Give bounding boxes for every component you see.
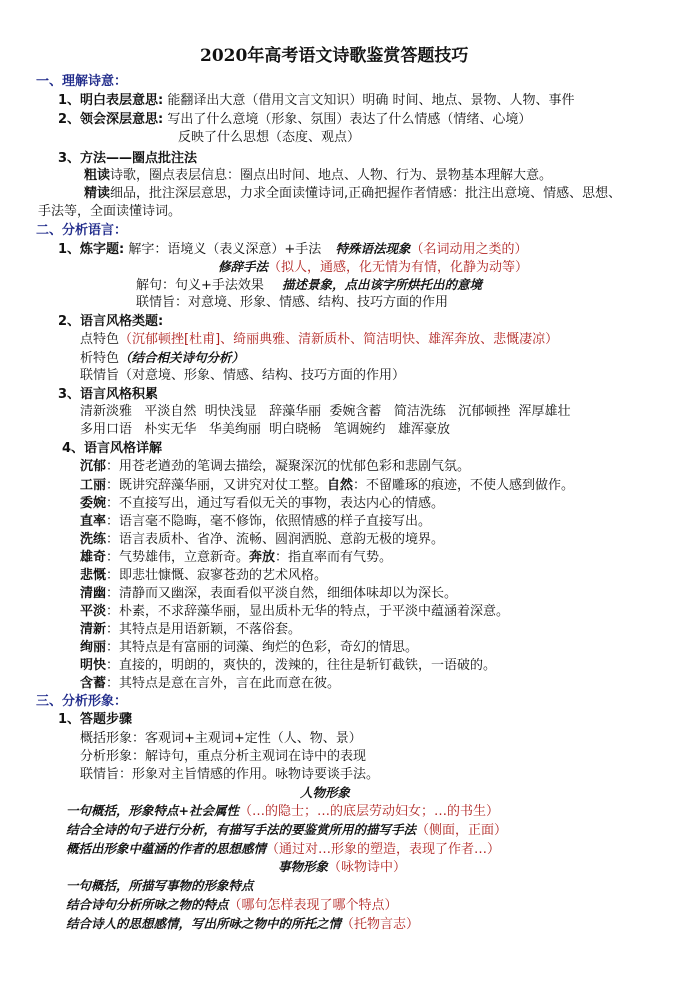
s2-point-1 bbox=[58, 240, 527, 259]
style-desc: ：其特点是意在言外，言在此而意在彼。 bbox=[106, 676, 341, 691]
style-desc: ：即悲壮慷慨、寂寥苍劲的艺术风格。 bbox=[106, 568, 328, 583]
s3-step-c: 联情旨：形象对主旨情感的作用。咏物诗要谈手法。 bbox=[80, 767, 380, 782]
style-term: 洗练 bbox=[80, 532, 107, 547]
s2-point-2-c: 联情旨（对意境、形象、情感、结构、技巧方面的作用） bbox=[80, 368, 406, 383]
style-desc: ：不直接写出，通过写看似无关的事物，表达内心的情感。 bbox=[106, 496, 445, 511]
style-word: 多用口语 bbox=[80, 422, 133, 437]
style-word: 清新淡雅 bbox=[80, 404, 133, 419]
thing-image-heading-hand: 事物形象 bbox=[278, 859, 329, 874]
s2-point-2-b-hand: （结合相关诗句分析） bbox=[119, 350, 245, 365]
style-word: 朴实无华 bbox=[144, 422, 197, 437]
thing-row-3-red: （托物言志） bbox=[341, 917, 420, 932]
style-desc: ：不留雕琢的痕迹，不使人感到做作。 bbox=[353, 478, 575, 493]
s2-point-1-c-text: 解句：句义+手法效果 bbox=[136, 278, 264, 293]
style-detail-item bbox=[80, 513, 431, 531]
s2-point-1-a: 解字：语境义（表义深意）+手法 bbox=[128, 242, 322, 257]
page-title: 2020年高考语文诗歌鉴赏答题技巧 bbox=[200, 46, 469, 66]
s1-point-3-b-text: 细品，批注深层意思，力求全面读懂诗词,正确把握作者情感：批注出意境、情感、思想、 bbox=[110, 186, 622, 201]
style-term: 自然 bbox=[327, 478, 354, 493]
style-term: 工丽 bbox=[80, 478, 107, 493]
s1-point-3-a bbox=[84, 167, 552, 185]
s1-point-2-text-2: 反映了什么思想（态度、观点） bbox=[178, 130, 361, 145]
style-detail-item bbox=[80, 495, 444, 513]
style-detail-item bbox=[80, 675, 340, 693]
s2-point-4-label: 4、语言风格详解 bbox=[62, 441, 163, 456]
s2-point-1-c bbox=[136, 276, 482, 295]
style-term: 清新 bbox=[80, 622, 107, 637]
person-row-2-hand: 结合全诗的句子进行分析，有描写手法的要鉴赏所用的描写手法 bbox=[66, 822, 417, 837]
style-desc: ：气势雄伟，立意新奇。 bbox=[106, 550, 250, 565]
style-term: 沉郁 bbox=[80, 459, 107, 474]
s2-point-1-d: 联情旨：对意境、形象、情感、结构、技巧方面的作用 bbox=[136, 295, 449, 310]
section-3-heading: 三、分析形象： bbox=[36, 694, 128, 709]
style-word: 简洁洗练 bbox=[393, 404, 446, 419]
style-term: 含蓄 bbox=[80, 676, 107, 691]
s1-point-3-a-bold: 粗读 bbox=[84, 168, 111, 183]
style-detail-item bbox=[80, 477, 574, 495]
style-term: 平淡 bbox=[80, 604, 107, 619]
s1-point-3-c: 手法等，全面读懂诗词。 bbox=[38, 204, 182, 219]
style-desc: ：指直率而有气势。 bbox=[275, 550, 393, 565]
person-image-heading: 人物形象 bbox=[300, 785, 351, 800]
person-row-1-hand: 一句概括，形象特点+社会属性 bbox=[66, 803, 239, 818]
style-term: 悲慨 bbox=[80, 568, 107, 583]
s2-point-2-b-text: 析特色 bbox=[80, 351, 120, 366]
s1-point-2 bbox=[58, 111, 531, 129]
style-detail-item bbox=[80, 567, 327, 585]
person-row-1-red: （…的隐士；…的底层劳动妇女；…的书生） bbox=[238, 804, 499, 819]
style-term: 委婉 bbox=[80, 496, 107, 511]
thing-image-heading bbox=[278, 858, 406, 877]
style-desc: ：直接的，明朗的，爽快的，泼辣的，往往是斩钉截铁，一语破的。 bbox=[106, 658, 497, 673]
style-word: 笔调婉约 bbox=[333, 422, 386, 437]
s1-point-1-text: 能翻译出大意（借用文言文知识）明确 时间、地点、景物、人物、事件 bbox=[167, 93, 575, 108]
s2-point-1-b bbox=[218, 258, 528, 277]
s2-point-1-a-hand: 特殊语法现象 bbox=[335, 241, 411, 256]
thing-row-3-hand: 结合诗人的思想感情，写出所咏之物中的所托之情 bbox=[66, 916, 342, 931]
s3-step-a: 概括形象：客观词+主观词+定性（人、物、景） bbox=[80, 731, 362, 746]
s2-point-1-b-red: （拟人，通感，化无情为有情，化静为动等） bbox=[268, 260, 529, 275]
style-word: 沉郁顿挫 bbox=[458, 404, 511, 419]
section-2-heading: 二、分析语言： bbox=[36, 223, 128, 238]
style-detail-item bbox=[80, 549, 392, 567]
style-desc: ：清静而又幽深，表面看似平淡自然，细细体味却以为深长。 bbox=[106, 586, 458, 601]
s1-point-3-b-bold: 精读 bbox=[84, 186, 111, 201]
s1-point-3-a-text: 诗歌，圈点表层信息：圈点出时间、地点、人物、行为、景物基本理解大意。 bbox=[110, 168, 553, 183]
style-word: 浑厚雄壮 bbox=[518, 404, 571, 419]
thing-row-2-red: （哪句怎样表现了哪个特点） bbox=[228, 898, 398, 913]
style-detail-item bbox=[80, 657, 496, 675]
style-word: 华美绚丽 bbox=[208, 422, 261, 437]
style-detail-item bbox=[80, 621, 301, 639]
style-desc: ：语言毫不隐晦，毫不修饰，依照情感的样子直接写出。 bbox=[106, 514, 432, 529]
s3-point-1-label: 1、答题步骤 bbox=[58, 712, 133, 727]
s2-style-row-2 bbox=[80, 421, 450, 439]
s1-point-1-label: 1、明白表层意思: bbox=[58, 93, 164, 108]
thing-row-1-hand: 一句概括，所描写事物的形象特点 bbox=[66, 878, 254, 893]
style-detail-item bbox=[80, 603, 509, 621]
style-word: 辞藻华丽 bbox=[269, 404, 322, 419]
thing-row-3 bbox=[66, 915, 419, 934]
thing-row-2-hand: 结合诗句分析所咏之物的特点 bbox=[66, 897, 229, 912]
style-word: 雄浑豪放 bbox=[397, 422, 450, 437]
s2-point-2-a-red: （沉郁顿挫[杜甫]、绮丽典雅、清新质朴、简洁明快、雄浑奔放、悲慨凄凉） bbox=[119, 332, 559, 347]
style-term: 清幽 bbox=[80, 586, 107, 601]
s2-point-3-label: 3、语言风格积累 bbox=[58, 387, 159, 402]
style-term: 奔放 bbox=[249, 550, 276, 565]
person-row-2-red: （侧面，正面） bbox=[416, 823, 508, 838]
s1-point-2-text: 写出了什么意境（形象、氛围）表达了什么情感（情绪、心境） bbox=[167, 112, 532, 127]
person-row-2 bbox=[66, 821, 507, 840]
style-detail-item bbox=[80, 585, 457, 603]
style-detail-item bbox=[80, 458, 470, 476]
style-term: 雄奇 bbox=[80, 550, 107, 565]
s2-point-2-b bbox=[80, 349, 244, 368]
s3-step-b: 分析形象：解诗句，重点分析主观词在诗中的表现 bbox=[80, 749, 367, 764]
person-row-1 bbox=[66, 802, 499, 821]
style-word: 委婉含蓄 bbox=[329, 404, 382, 419]
thing-image-heading-red: （咏物诗中） bbox=[328, 860, 407, 875]
person-row-3 bbox=[66, 840, 500, 859]
style-desc: ：朴素，不求辞藻华丽，显出质朴无华的特点，于平淡中蕴涵着深意。 bbox=[106, 604, 510, 619]
s2-point-1-label: 1、炼字题: bbox=[58, 242, 125, 257]
thing-row-1 bbox=[66, 877, 254, 896]
s2-point-2-label: 2、语言风格类题: bbox=[58, 314, 164, 329]
style-word: 明白晓畅 bbox=[269, 422, 322, 437]
person-row-3-red: （通过对…形象的塑造，表现了作者…） bbox=[266, 842, 501, 857]
style-term: 绚丽 bbox=[80, 640, 107, 655]
style-detail-item bbox=[80, 531, 444, 549]
s2-point-2-a bbox=[80, 331, 558, 349]
s1-point-3-b bbox=[84, 185, 621, 203]
style-detail-item bbox=[80, 639, 418, 657]
style-desc: ：语言表质朴、省净、流畅、圆润洒脱、意韵无极的境界。 bbox=[106, 532, 445, 547]
s2-point-1-c-hand: 描述景象，点出该字所烘托出的意境 bbox=[282, 277, 483, 292]
s2-point-1-a-red: （名词动用之类的） bbox=[410, 242, 528, 257]
thing-row-2 bbox=[66, 896, 398, 915]
s2-point-2-a-text: 点特色 bbox=[80, 332, 120, 347]
s2-style-row-1 bbox=[80, 403, 571, 421]
person-row-3-hand: 概括出形象中蕴涵的作者的思想感情 bbox=[66, 841, 267, 856]
style-desc: ：用苍老遒劲的笔调去描绘，凝聚深沉的忧郁色彩和悲剧气氛。 bbox=[106, 459, 471, 474]
s2-point-1-b-hand: 修辞手法 bbox=[218, 259, 269, 274]
section-1-heading: 一、理解诗意： bbox=[36, 74, 128, 89]
style-term: 明快 bbox=[80, 658, 107, 673]
style-word: 明快浅显 bbox=[204, 404, 257, 419]
s1-point-1 bbox=[58, 92, 575, 110]
style-desc: ：其特点是有富丽的词藻、绚烂的色彩，奇幻的情思。 bbox=[106, 640, 419, 655]
style-desc: ：其特点是用语新颖，不落俗套。 bbox=[106, 622, 302, 637]
s1-point-2-label: 2、领会深层意思: bbox=[58, 112, 164, 127]
s1-point-3-label: 3、方法——圈点批注法 bbox=[58, 151, 198, 166]
style-term: 直率 bbox=[80, 514, 107, 529]
style-word: 平淡自然 bbox=[144, 404, 197, 419]
style-desc: ：既讲究辞藻华丽，又讲究对仗工整。 bbox=[106, 478, 328, 493]
